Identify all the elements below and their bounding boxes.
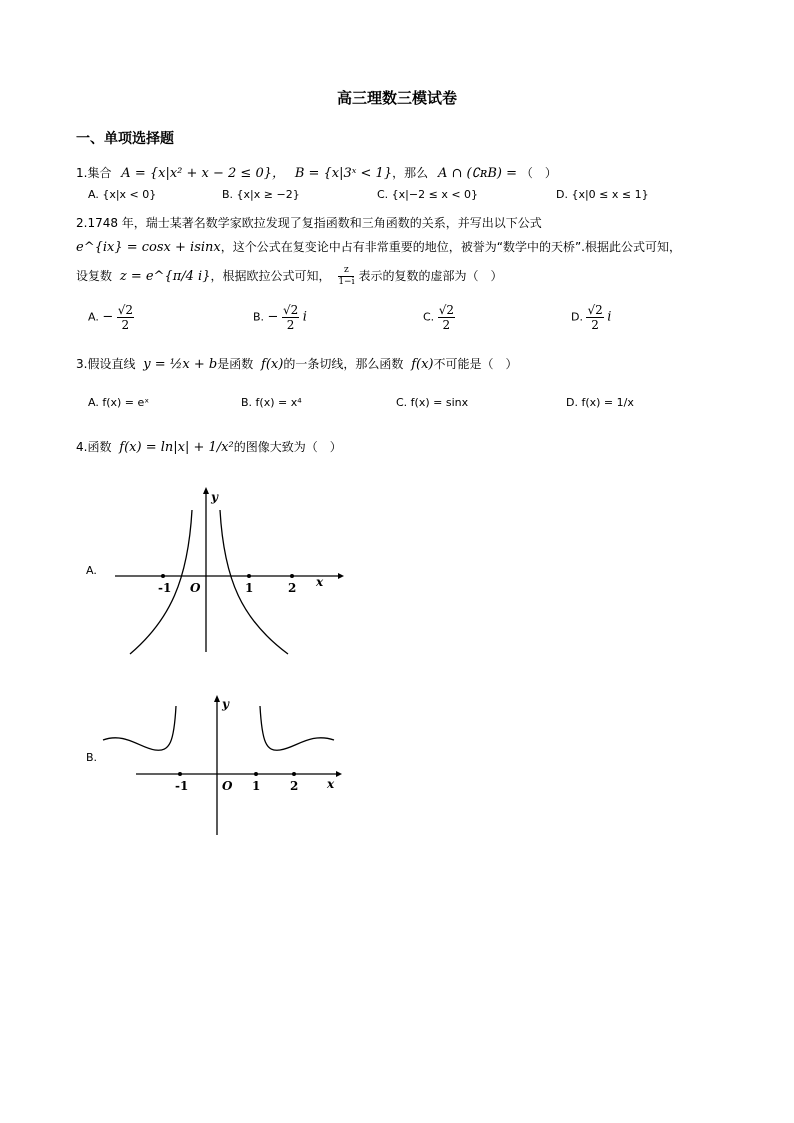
q3-f: f(x) xyxy=(261,357,284,372)
q2-option-c-fraction xyxy=(438,304,455,331)
q3-line: y = ½x + b xyxy=(143,357,218,372)
q2-option-a xyxy=(88,304,134,331)
q3-option-a: A. f(x) = eˣ xyxy=(88,396,150,409)
graph-b-tick-neg1: -1 xyxy=(175,779,189,793)
q3-f-2: f(x) xyxy=(411,357,434,372)
q3-option-b: B. f(x) = x⁴ xyxy=(241,396,302,409)
q2-option-b xyxy=(253,304,307,331)
q4-graph-b-label: B. xyxy=(86,751,98,764)
graph-b-x-label: x xyxy=(327,777,335,791)
q4-text-b: 的图像大致为（ ） xyxy=(233,440,342,454)
page-title: 高三理数三模试卷 xyxy=(336,89,457,107)
graph-b-x-arrow xyxy=(336,771,342,777)
q3-text-c: 的一条切线，那么函数 xyxy=(283,357,404,371)
question-1 xyxy=(76,162,557,181)
graph-a-y-label: y xyxy=(211,490,218,504)
q2-z-expression: z = e^{π/4 i} xyxy=(119,269,211,284)
q2-option-b-fraction xyxy=(282,304,299,331)
q4-graph-b xyxy=(100,690,350,840)
q1-paren: （ ） xyxy=(520,166,557,180)
graph-a-right-branch xyxy=(220,510,288,654)
graph-a-x-label: x xyxy=(316,575,324,589)
graph-a-tick-1: 1 xyxy=(245,581,254,595)
section-heading: 一、单项选择题 xyxy=(76,131,174,147)
q2-option-b-den: 2 xyxy=(286,318,295,332)
q3-text-a: 3.假设直线 xyxy=(76,357,136,371)
q2-option-b-label: B. xyxy=(253,310,265,324)
graph-a-tick-neg1: -1 xyxy=(158,581,172,595)
q4-graph-a xyxy=(100,480,350,660)
q3-option-d: D. f(x) = 1/x xyxy=(566,396,634,409)
graph-a-y-arrow xyxy=(203,487,209,494)
q1-option-d: D. {x|0 ≤ x ≤ 1} xyxy=(556,188,649,201)
graph-b-right-branch xyxy=(260,706,334,750)
graph-b-point-neg1 xyxy=(178,772,182,776)
graph-b-tick-2: 2 xyxy=(290,779,299,793)
graph-a-tick-2: 2 xyxy=(288,581,297,595)
q2-option-c-num: √2 xyxy=(438,303,454,317)
q1-option-b: B. {x|x ≥ −2} xyxy=(222,188,300,201)
q2-option-a-label: A. xyxy=(88,310,99,324)
q4-graph-a-label: A. xyxy=(86,564,97,577)
graph-b-y-label: y xyxy=(222,697,229,711)
q2-line-1: 2.1748 年，瑞士某著名数学家欧拉发现了复指函数和三角函数的关系，并写出以下公式 xyxy=(76,216,542,230)
q2-fraction-numerator: z xyxy=(338,266,354,277)
q2-option-a-den: 2 xyxy=(121,318,130,332)
q2-option-b-sign: − xyxy=(267,309,279,325)
q1-number: 1. xyxy=(76,166,88,180)
q2-option-c-label: C. xyxy=(423,310,435,324)
graph-a-point-2 xyxy=(290,574,294,578)
q2-option-a-num: √2 xyxy=(117,303,134,317)
q2-line-2 xyxy=(76,238,681,255)
q2-option-c-den: 2 xyxy=(442,318,451,332)
q1-option-c: C. {x|−2 ≤ x < 0} xyxy=(377,188,479,201)
graph-b-point-1 xyxy=(254,772,258,776)
graph-b-y-arrow xyxy=(214,695,220,702)
q2-option-d-num: √2 xyxy=(587,303,603,317)
graph-b-origin: O xyxy=(222,779,233,793)
q4-expression: f(x) = ln|x| + 1/x² xyxy=(119,440,234,455)
q1-set-b: B = {x|3ˣ < 1} xyxy=(294,166,393,181)
q1-option-a: A. {x|x < 0} xyxy=(88,188,157,201)
q2-option-d-den: 2 xyxy=(591,318,599,332)
q2-line-3c: 表示的复数的虚部为（ ） xyxy=(358,269,503,283)
q2-line-3 xyxy=(76,266,502,287)
q3-option-c: C. f(x) = sinx xyxy=(396,396,469,409)
q2-option-d-i: i xyxy=(607,309,612,325)
q2-line-3b: ，根据欧拉公式可知， xyxy=(210,269,331,283)
q2-option-a-fraction xyxy=(117,304,134,331)
q2-option-d-label: D. xyxy=(571,310,583,324)
q1-mid: ，那么 xyxy=(392,166,429,180)
q1-lead: 集合 xyxy=(87,166,112,180)
q2-line-2-text: ，这个公式在复变论中占有非常重要的地位，被誉为“数学中的天桥”.根据此公式可知， xyxy=(220,240,681,254)
q1-set-a: A = {x|x² + x − 2 ≤ 0}， xyxy=(121,166,285,181)
q2-option-a-sign: − xyxy=(102,309,114,325)
q3-text-d: 不可能是（ ） xyxy=(433,357,518,371)
q3-text-b: 是函数 xyxy=(217,357,254,371)
graph-b-point-2 xyxy=(292,772,296,776)
q4-text-a: 4.函数 xyxy=(76,440,112,454)
q2-euler-formula: e^{ix} = cosx + isinx xyxy=(76,240,221,255)
q2-option-b-num: √2 xyxy=(282,303,299,317)
graph-b-tick-1: 1 xyxy=(252,779,261,793)
question-4 xyxy=(76,438,342,455)
graph-b-left-branch xyxy=(103,706,176,750)
q2-option-d xyxy=(571,304,611,331)
q2-fraction-denominator: 1−i xyxy=(338,277,355,287)
q2-fraction xyxy=(338,266,354,287)
q2-line-3a: 设复数 xyxy=(76,269,113,283)
q2-option-d-fraction xyxy=(586,304,603,331)
question-3 xyxy=(76,355,518,372)
q2-option-c xyxy=(423,304,455,331)
q1-expression: A ∩ (∁ʀB) = xyxy=(437,166,518,181)
graph-a-origin: O xyxy=(190,581,201,595)
graph-a-point-1 xyxy=(247,574,251,578)
q2-option-b-i: i xyxy=(302,309,307,325)
graph-a-point-neg1 xyxy=(161,574,165,578)
graph-a-x-arrow xyxy=(338,573,344,579)
